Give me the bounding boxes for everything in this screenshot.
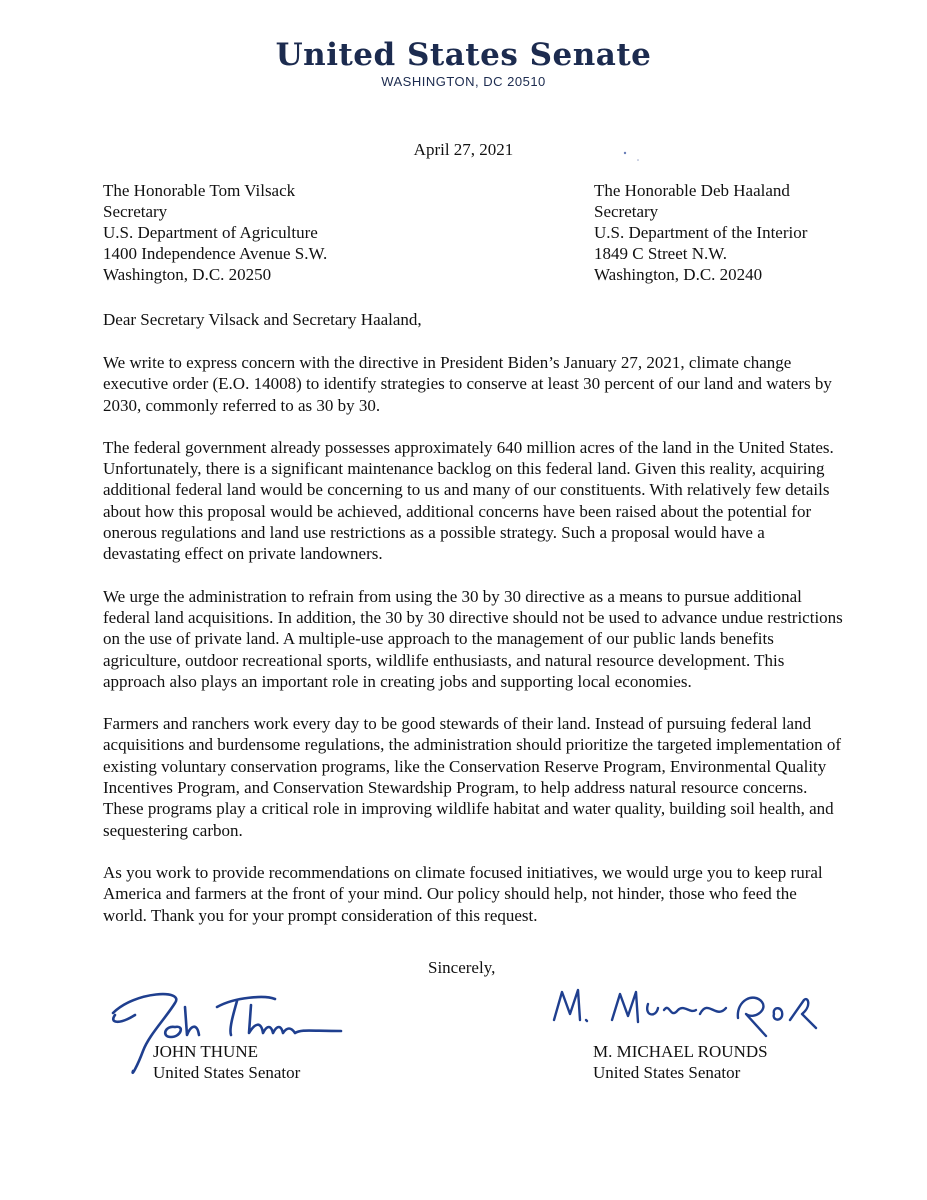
- recipient-address-vilsack: [103, 180, 327, 285]
- salutation: Dear Secretary Vilsack and Secretary Haaland,: [103, 310, 422, 329]
- letter-date: April 27, 2021: [413, 140, 514, 159]
- recipient-title: Secretary: [594, 202, 659, 221]
- letter-body: [103, 352, 843, 947]
- recipient-address-haaland: [594, 180, 807, 285]
- signatory-name: M. MICHAEL ROUNDS: [593, 1042, 768, 1061]
- recipient-city: Washington, D.C. 20240: [594, 265, 763, 284]
- recipient-city: Washington, D.C. 20250: [103, 265, 272, 284]
- recipient-street: 1400 Independence Avenue S.W.: [103, 244, 328, 263]
- signatory-name: JOHN THUNE: [153, 1042, 258, 1061]
- recipient-title: Secretary: [103, 202, 168, 221]
- recipient-department: U.S. Department of the Interior: [594, 223, 808, 242]
- letterhead: [0, 38, 927, 89]
- signatory-title: United States Senator: [153, 1063, 301, 1082]
- body-paragraph: We urge the administration to refrain from using the 30 by 30 directive as a means to pursue additional federal land acquisitions. In addition, the 30 by 30 directive should not be used to advance undue restrictions on the use of private land. A multiple-use approach to the management of our public lands benefits agriculture, outdoor recreational sports, wildlife enthusiasts, and natural resource development. This approach also plays an important role in creating jobs and supporting local economies.: [103, 586, 843, 691]
- recipient-name: The Honorable Tom Vilsack: [103, 181, 296, 200]
- recipient-department: U.S. Department of Agriculture: [103, 223, 318, 242]
- scan-speck-mark: [622, 150, 642, 164]
- recipient-street: 1849 C Street N.W.: [594, 244, 728, 263]
- signatory-john-thune: [153, 1041, 300, 1083]
- letterhead-address: WASHINGTON, DC 20510: [381, 74, 546, 89]
- closing: Sincerely,: [428, 958, 496, 977]
- letterhead-title: United States Senate: [275, 37, 652, 73]
- signatory-michael-rounds: [593, 1041, 768, 1083]
- body-paragraph: We write to express concern with the directive in President Biden’s January 27, 2021, climate change executive order (E.O. 14008) to identify strategies to conserve at least 30 percent of our land and waters by 2030, commonly referred to as 30 by 30.: [103, 353, 832, 415]
- body-paragraph: Farmers and ranchers work every day to be good stewards of their land. Instead of pursuing federal land acquisitions and burdensome regulations, the administration should prioritize the targeted implementation of existing voluntary conservation programs, like the Conservation Reserve Program, Environmental Quality Incentives Program, and Conservation Stewardship Program, to help address natural resource concerns. These programs play a critical role in improving wildlife habitat and water quality, building soil health, and sequestering carbon.: [103, 714, 842, 840]
- body-paragraph: The federal government already possesses approximately 640 million acres of the land in the United States. Unfortunately, there is a significant maintenance backlog on this federal land. Given this reality, acquiring additional federal land would be concerning to us and many of our constituents. With relatively few details about how this proposal would be achieved, additional concerns have been raised about the potential for onerous regulations and land use restrictions as a possible strategy. Such a proposal would have a devastating effect on private landowners.: [103, 437, 834, 564]
- recipient-name: The Honorable Deb Haaland: [594, 181, 790, 200]
- signatory-title: United States Senator: [593, 1063, 741, 1082]
- body-paragraph: As you work to provide recommendations on climate focused initiatives, we would urge you to keep rural America and farmers at the front of your mind. Our policy should help, not hinder, those who feed the world. Thank you for your prompt consideration of this request.: [103, 862, 823, 925]
